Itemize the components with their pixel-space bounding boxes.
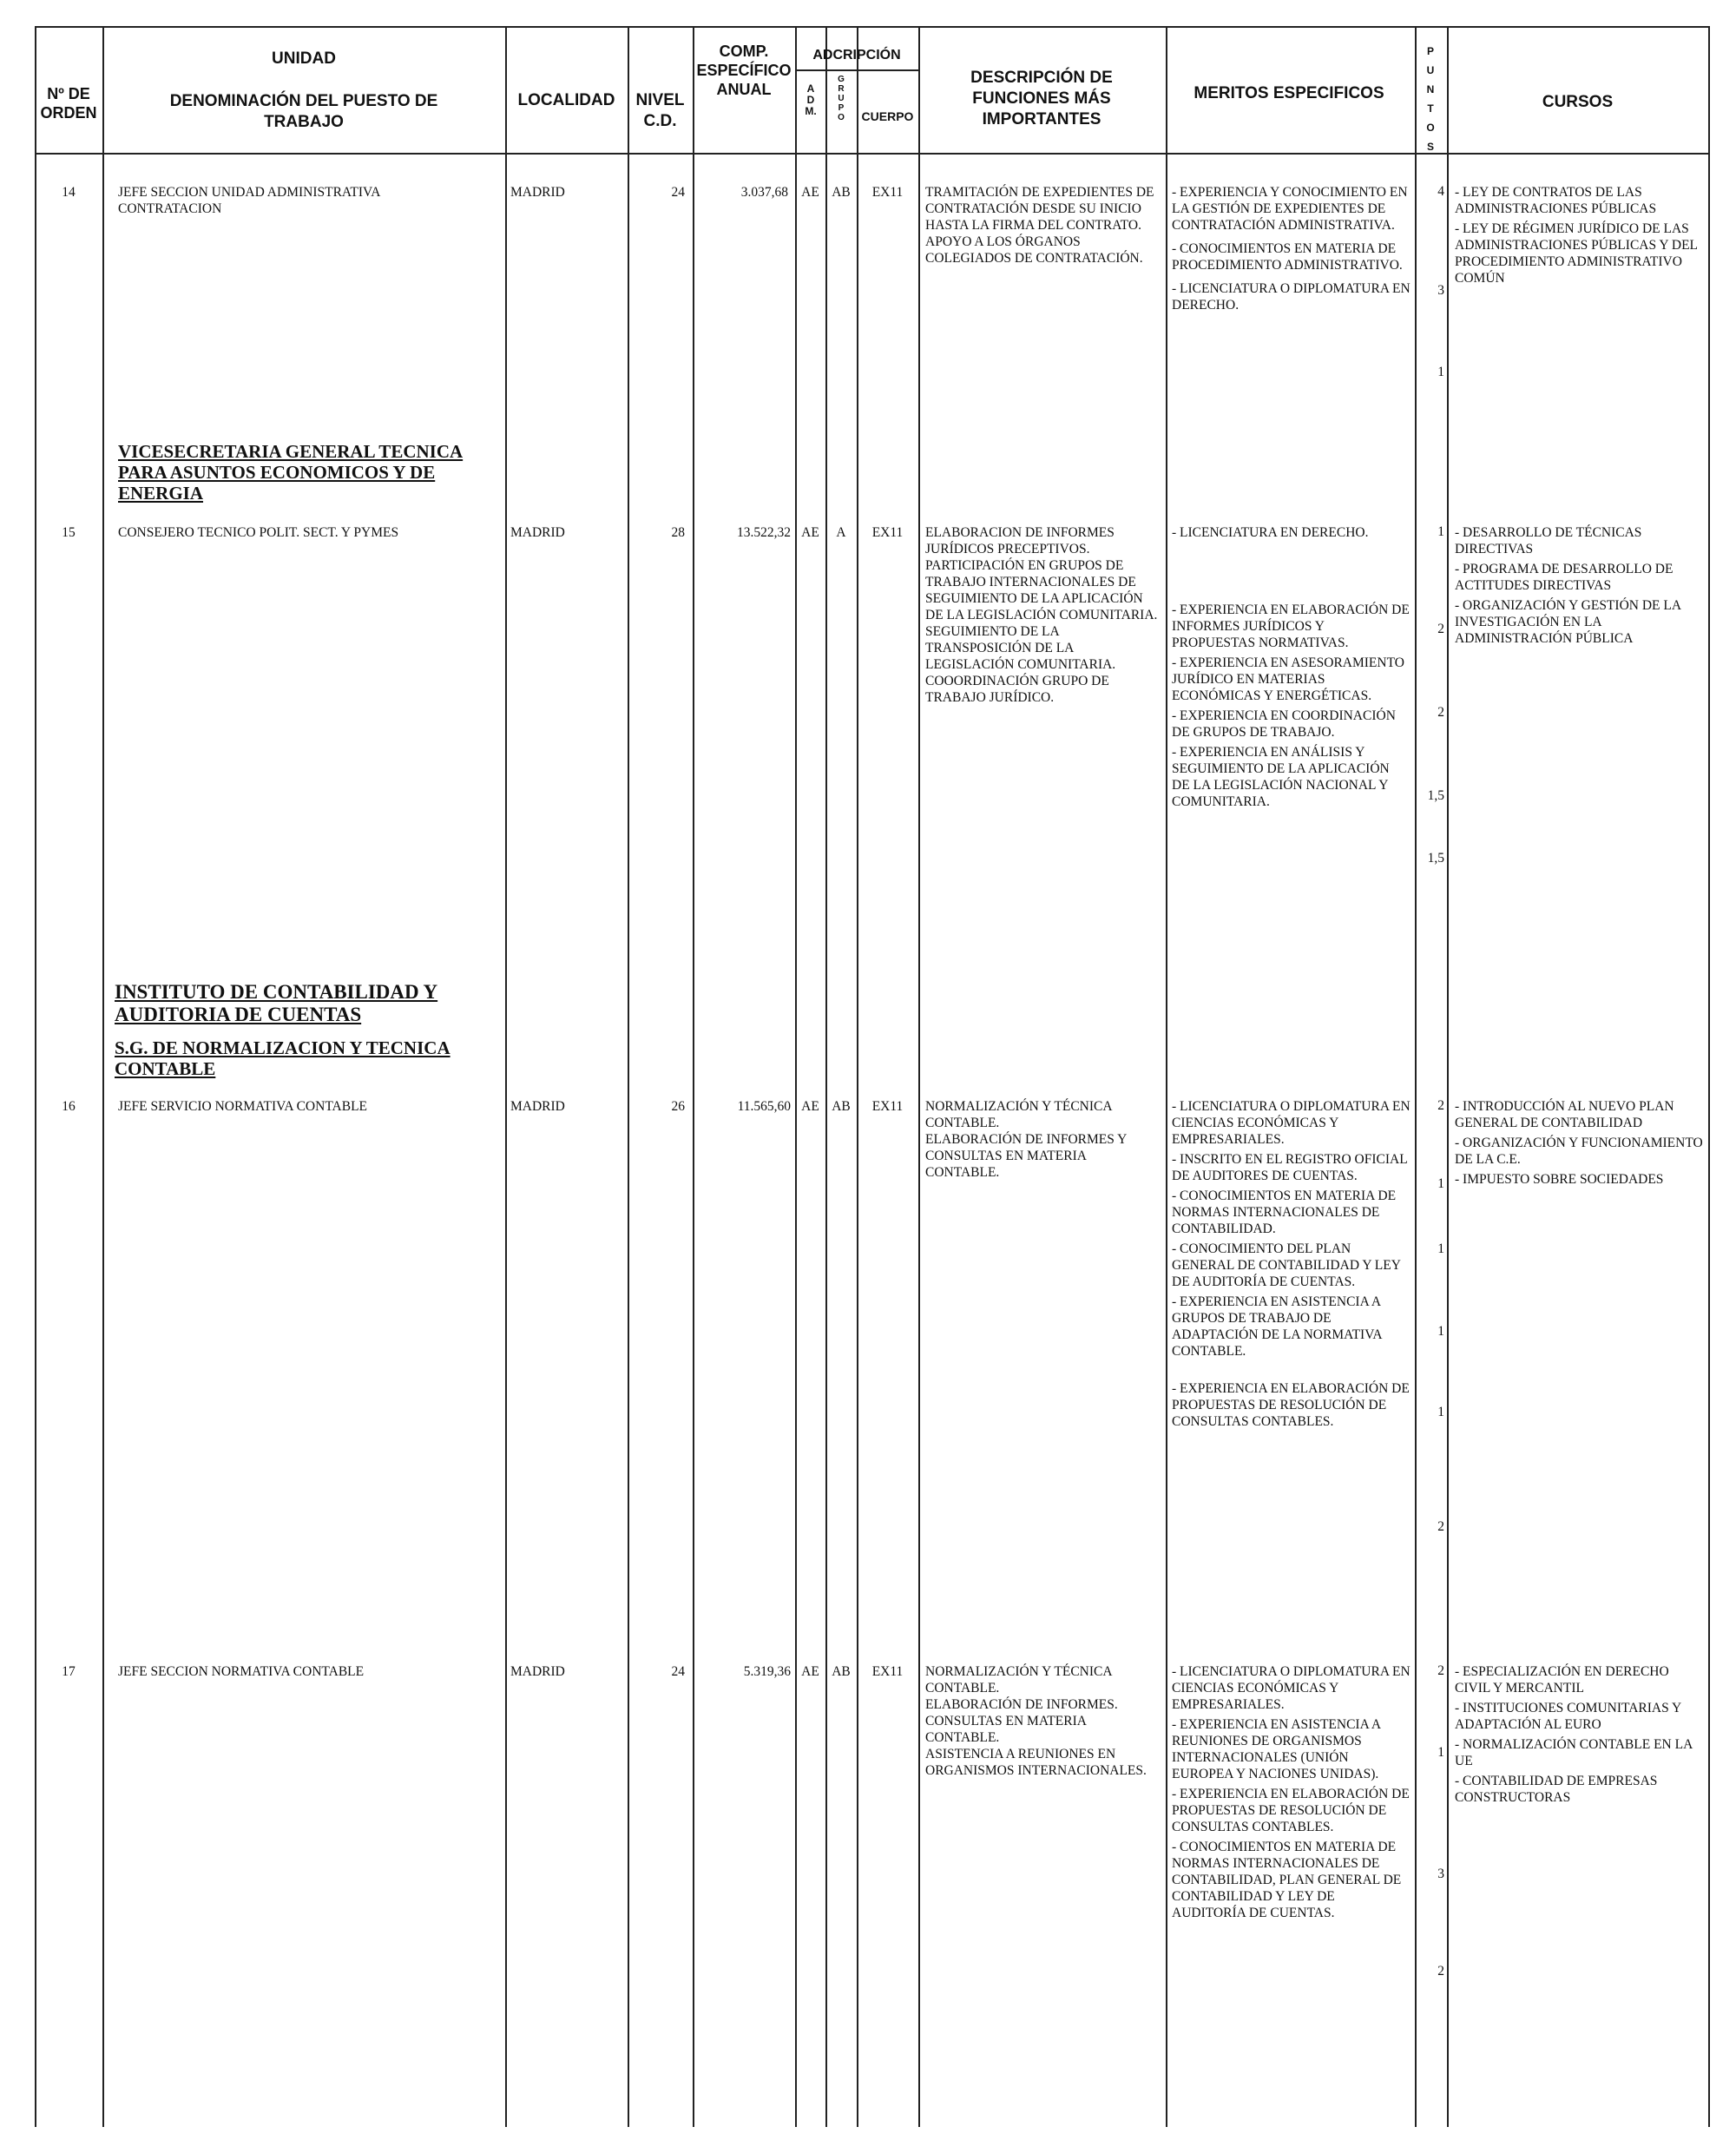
merito-item: - CONOCIMIENTO DEL PLAN GENERAL DE CONTABILIDAD Y LEY DE AUDITORÍA DE CUENTAS.	[1172, 1241, 1401, 1289]
header-descripcion: DESCRIPCIÓN DE FUNCIONES MÁS IMPORTANTES	[970, 69, 1113, 128]
row-orden: 16	[62, 1099, 76, 1114]
row-puntos: 4	[1437, 184, 1444, 199]
rule	[918, 26, 920, 2127]
row-comp: 11.565,60	[737, 1099, 791, 1114]
header-orden-line1: Nº DE	[47, 85, 90, 102]
row-nivel: 24	[671, 1664, 685, 1679]
curso-item: - INSTITUCIONES COMUNITARIAS Y ADAPTACIÓN AL EURO	[1455, 1701, 1681, 1732]
merito-item: - LICENCIATURA O DIPLOMATURA EN CIENCIAS ECONÓMICAS Y EMPRESARIALES.	[1172, 1099, 1410, 1147]
header-nivel-line1: NIVEL	[635, 91, 685, 109]
row-puntos: 1,5	[1427, 851, 1444, 866]
row-puntos: 2	[1437, 1964, 1444, 1979]
rule	[1415, 26, 1417, 2127]
row-cursos	[1455, 1663, 1705, 1809]
curso-item: - ORGANIZACIÓN Y FUNCIONAMIENTO DE LA C.E.	[1455, 1136, 1703, 1167]
row-puntos: 3	[1437, 1867, 1444, 1881]
rule	[857, 26, 858, 2127]
row-cuerpo: EX11	[871, 1664, 904, 1679]
curso-item: - NORMALIZACIÓN CONTABLE EN LA UE	[1455, 1737, 1693, 1768]
merito-item: - CONOCIMIENTOS EN MATERIA DE PROCEDIMIENTO ADMINISTRATIVO.	[1172, 241, 1403, 273]
header-adcripcion: ADCRIPCIÓN	[812, 48, 901, 63]
row-grupo: A	[836, 525, 846, 540]
header-unidad: UNIDAD	[272, 49, 336, 68]
curso-item: - ORGANIZACIÓN Y GESTIÓN DE LA INVESTIGACIÓN EN LA ADMINISTRACIÓN PÚBLICA	[1455, 598, 1681, 646]
row-puntos: 1	[1437, 1241, 1444, 1256]
rule	[795, 26, 797, 2127]
row-grupo: AB	[832, 1099, 851, 1114]
row-nivel: 24	[671, 185, 685, 200]
merito-item: - EXPERIENCIA EN ASESORAMIENTO JURÍDICO EN MATERIAS ECONÓMICAS Y ENERGÉTICAS.	[1172, 655, 1404, 703]
unit-heading: INSTITUTO DE CONTABILIDAD Y AUDITORIA DE CUENTAS	[115, 981, 438, 1025]
table-top-rule	[35, 26, 1710, 28]
rule	[505, 26, 507, 2127]
header-cursos: CURSOS	[1542, 93, 1614, 111]
row-comp: 5.319,36	[743, 1664, 791, 1679]
header-meritos: MERITOS ESPECIFICOS	[1194, 84, 1384, 102]
row-localidad: MADRID	[510, 525, 565, 540]
row-comp: 3.037,68	[740, 185, 788, 200]
merito-item: - EXPERIENCIA Y CONOCIMIENTO EN LA GESTIÓN DE EXPEDIENTES DE CONTRATACIÓN ADMINISTRATIVA.	[1172, 185, 1408, 233]
curso-item: - IMPUESTO SOBRE SOCIEDADES	[1455, 1172, 1664, 1187]
row-cuerpo: EX11	[871, 1099, 904, 1114]
row-puntos: 3	[1437, 283, 1444, 298]
row-adm: AE	[801, 525, 819, 540]
row-meritos	[1172, 1098, 1410, 1433]
row-adm: AE	[801, 185, 819, 200]
header-nivel	[628, 90, 693, 132]
merito-item: - EXPERIENCIA EN ASISTENCIA A GRUPOS DE TRABAJO DE ADAPTACIÓN DE LA NORMATIVA CONTABLE.	[1172, 1294, 1382, 1359]
row-puntos: 2	[1437, 622, 1444, 636]
merito-item: - EXPERIENCIA EN ELABORACIÓN DE PROPUESTAS DE RESOLUCIÓN DE CONSULTAS CONTABLES.	[1172, 1787, 1410, 1834]
row-localidad: MADRID	[510, 1664, 565, 1679]
header-comp-line3: ANUAL	[716, 81, 772, 98]
curso-item: - PROGRAMA DE DESARROLLO DE ACTITUDES DIRECTIVAS	[1455, 562, 1674, 593]
header-bottom-rule	[35, 153, 1710, 155]
header-cuerpo: CUERPO	[861, 109, 914, 123]
merito-item: - LICENCIATURA O DIPLOMATURA EN CIENCIAS ECONÓMICAS Y EMPRESARIALES.	[1172, 1664, 1410, 1712]
row-cursos	[1455, 184, 1705, 290]
row-puntos: 1	[1437, 1176, 1444, 1191]
rule	[628, 26, 629, 2127]
row-nivel: 26	[671, 1099, 685, 1114]
header-localidad: LOCALIDAD	[517, 91, 615, 109]
row-cuerpo: EX11	[871, 525, 904, 540]
row-puntos: 1	[1437, 1745, 1444, 1760]
curso-item: - CONTABILIDAD DE EMPRESAS CONSTRUCTORAS	[1455, 1774, 1658, 1805]
unit-subheading: S.G. DE NORMALIZACION Y TECNICA CONTABLE	[115, 1037, 450, 1079]
header-orden-line2: ORDEN	[40, 104, 97, 122]
row-puntos: 1	[1437, 524, 1444, 539]
row-nivel: 28	[671, 525, 685, 540]
header-comp-line2: ESPECÍFICO	[696, 62, 792, 79]
row-orden: 17	[62, 1664, 76, 1679]
row-puntos: 1	[1437, 1324, 1444, 1339]
merito-item: - CONOCIMIENTOS EN MATERIA DE NORMAS INTERNACIONALES DE CONTABILIDAD.	[1172, 1189, 1397, 1236]
row-meritos	[1172, 1663, 1410, 1925]
row-descripcion: NORMALIZACIÓN Y TÉCNICA CONTABLE. ELABORACIÓN DE INFORMES Y CONSULTAS EN MATERIA CONTABLE.	[925, 1099, 1127, 1180]
row-descripcion: TRAMITACIÓN DE EXPEDIENTES DE CONTRATACIÓN DESDE SU INICIO HASTA LA FIRMA DEL CONTRATO. APOYO A LOS ÓRGANOS COLEGIADOS DE CONTRATACIÓN.	[925, 185, 1154, 266]
row-puesto: JEFE SECCION NORMATIVA CONTABLE	[118, 1664, 365, 1679]
rule	[1166, 26, 1167, 2127]
header-puntos: P U N T O S	[1426, 45, 1435, 153]
row-puesto: JEFE SERVICIO NORMATIVA CONTABLE	[118, 1099, 368, 1114]
row-meritos	[1172, 524, 1410, 813]
row-cursos	[1455, 1098, 1705, 1191]
row-descripcion: ELABORACION DE INFORMES JURÍDICOS PRECEPTIVOS. PARTICIPACIÓN EN GRUPOS DE TRABAJO INTERNACIONALES DE SEGUIMIENTO DE LA APLICACIÓN DE LA LEGISLACIÓN COMUNITARIA. SEGUIMIENTO DE LA TRANSPOSICIÓN DE LA LEGISLACIÓN COMUNITARIA. COOORDINACIÓN GRUPO DE TRABAJO JURÍDICO.	[925, 525, 1158, 705]
row-adm: AE	[801, 1664, 819, 1679]
row-orden: 14	[62, 185, 76, 200]
row-orden: 15	[62, 525, 76, 540]
merito-item: - EXPERIENCIA EN ELABORACIÓN DE PROPUESTAS DE RESOLUCIÓN DE CONSULTAS CONTABLES.	[1172, 1381, 1410, 1429]
rule	[102, 26, 104, 2127]
rule	[35, 26, 36, 2127]
row-cursos	[1455, 524, 1705, 650]
merito-item: - EXPERIENCIA EN ASISTENCIA A REUNIONES DE ORGANISMOS INTERNACIONALES (UNIÓN EUROPEA Y NACIONES UNIDAS).	[1172, 1717, 1381, 1781]
merito-item: - LICENCIATURA EN DERECHO.	[1172, 525, 1369, 540]
row-puesto: CONSEJERO TECNICO POLIT. SECT. Y PYMES	[118, 525, 399, 540]
row-comp: 13.522,32	[737, 525, 791, 540]
header-adm: A D M.	[805, 82, 817, 117]
curso-item: - LEY DE RÉGIMEN JURÍDICO DE LAS ADMINISTRACIONES PÚBLICAS Y DEL PROCEDIMIENTO ADMINISTRATIVO COMÚN	[1455, 221, 1698, 286]
row-adm: AE	[801, 1099, 819, 1114]
header-comp	[691, 42, 797, 99]
header-grupo: G R U P O	[838, 75, 845, 122]
rule	[693, 26, 694, 2127]
curso-item: - DESARROLLO DE TÉCNICAS DIRECTIVAS	[1455, 525, 1642, 556]
curso-item: - LEY DE CONTRATOS DE LAS ADMINISTRACIONES PÚBLICAS	[1455, 185, 1657, 216]
rule	[1708, 26, 1710, 2127]
merito-item: - LICENCIATURA O DIPLOMATURA EN DERECHO.	[1172, 281, 1410, 313]
row-puntos: 2	[1437, 1519, 1444, 1534]
header-nivel-line2: C.D.	[643, 112, 677, 130]
header-orden	[35, 84, 102, 122]
row-puntos: 1	[1437, 1405, 1444, 1419]
row-puesto: JEFE SECCION UNIDAD ADMINISTRATIVA CONTRATACION	[118, 185, 380, 216]
unit-heading: VICESECRETARIA GENERAL TECNICA PARA ASUNTOS ECONOMICOS Y DE ENERGIA	[118, 441, 464, 504]
merito-item: - INSCRITO EN EL REGISTRO OFICIAL DE AUDITORES DE CUENTAS.	[1172, 1152, 1408, 1183]
adcripcion-rule	[795, 69, 918, 71]
row-puntos: 2	[1437, 705, 1444, 720]
row-puntos: 2	[1437, 1663, 1444, 1678]
row-puntos: 1	[1437, 365, 1444, 379]
rule	[1447, 26, 1449, 2127]
curso-item: - INTRODUCCIÓN AL NUEVO PLAN GENERAL DE CONTABILIDAD	[1455, 1099, 1674, 1130]
merito-item: - CONOCIMIENTOS EN MATERIA DE NORMAS INTERNACIONALES DE CONTABILIDAD, PLAN GENERAL DE CONTABILIDAD Y LEY DE AUDITORÍA DE CUENTAS.	[1172, 1840, 1402, 1920]
curso-item: - ESPECIALIZACIÓN EN DERECHO CIVIL Y MERCANTIL	[1455, 1664, 1669, 1696]
row-grupo: AB	[832, 1664, 851, 1679]
merito-item: - EXPERIENCIA EN COORDINACIÓN DE GRUPOS DE TRABAJO.	[1172, 708, 1396, 740]
row-localidad: MADRID	[510, 1099, 565, 1114]
merito-item: - EXPERIENCIA EN ELABORACIÓN DE INFORMES JURÍDICOS Y PROPUESTAS NORMATIVAS.	[1172, 602, 1410, 650]
row-grupo: AB	[832, 185, 851, 200]
row-cuerpo: EX11	[871, 185, 904, 200]
header-denominacion: DENOMINACIÓN DEL PUESTO DE TRABAJO	[169, 92, 438, 131]
row-localidad: MADRID	[510, 185, 565, 200]
rule	[825, 26, 827, 2127]
merito-item: - EXPERIENCIA EN ANÁLISIS Y SEGUIMIENTO DE LA APLICACIÓN DE LA LEGISLACIÓN NACIONAL Y COMUNITARIA.	[1172, 745, 1390, 809]
row-descripcion: NORMALIZACIÓN Y TÉCNICA CONTABLE. ELABORACIÓN DE INFORMES. CONSULTAS EN MATERIA CONTABLE. ASISTENCIA A REUNIONES EN ORGANISMOS INTERNACIONALES.	[925, 1664, 1147, 1778]
row-meritos	[1172, 184, 1410, 317]
row-puntos: 1,5	[1427, 788, 1444, 803]
row-puntos: 2	[1437, 1098, 1444, 1113]
header-comp-line1: COMP.	[719, 43, 769, 60]
